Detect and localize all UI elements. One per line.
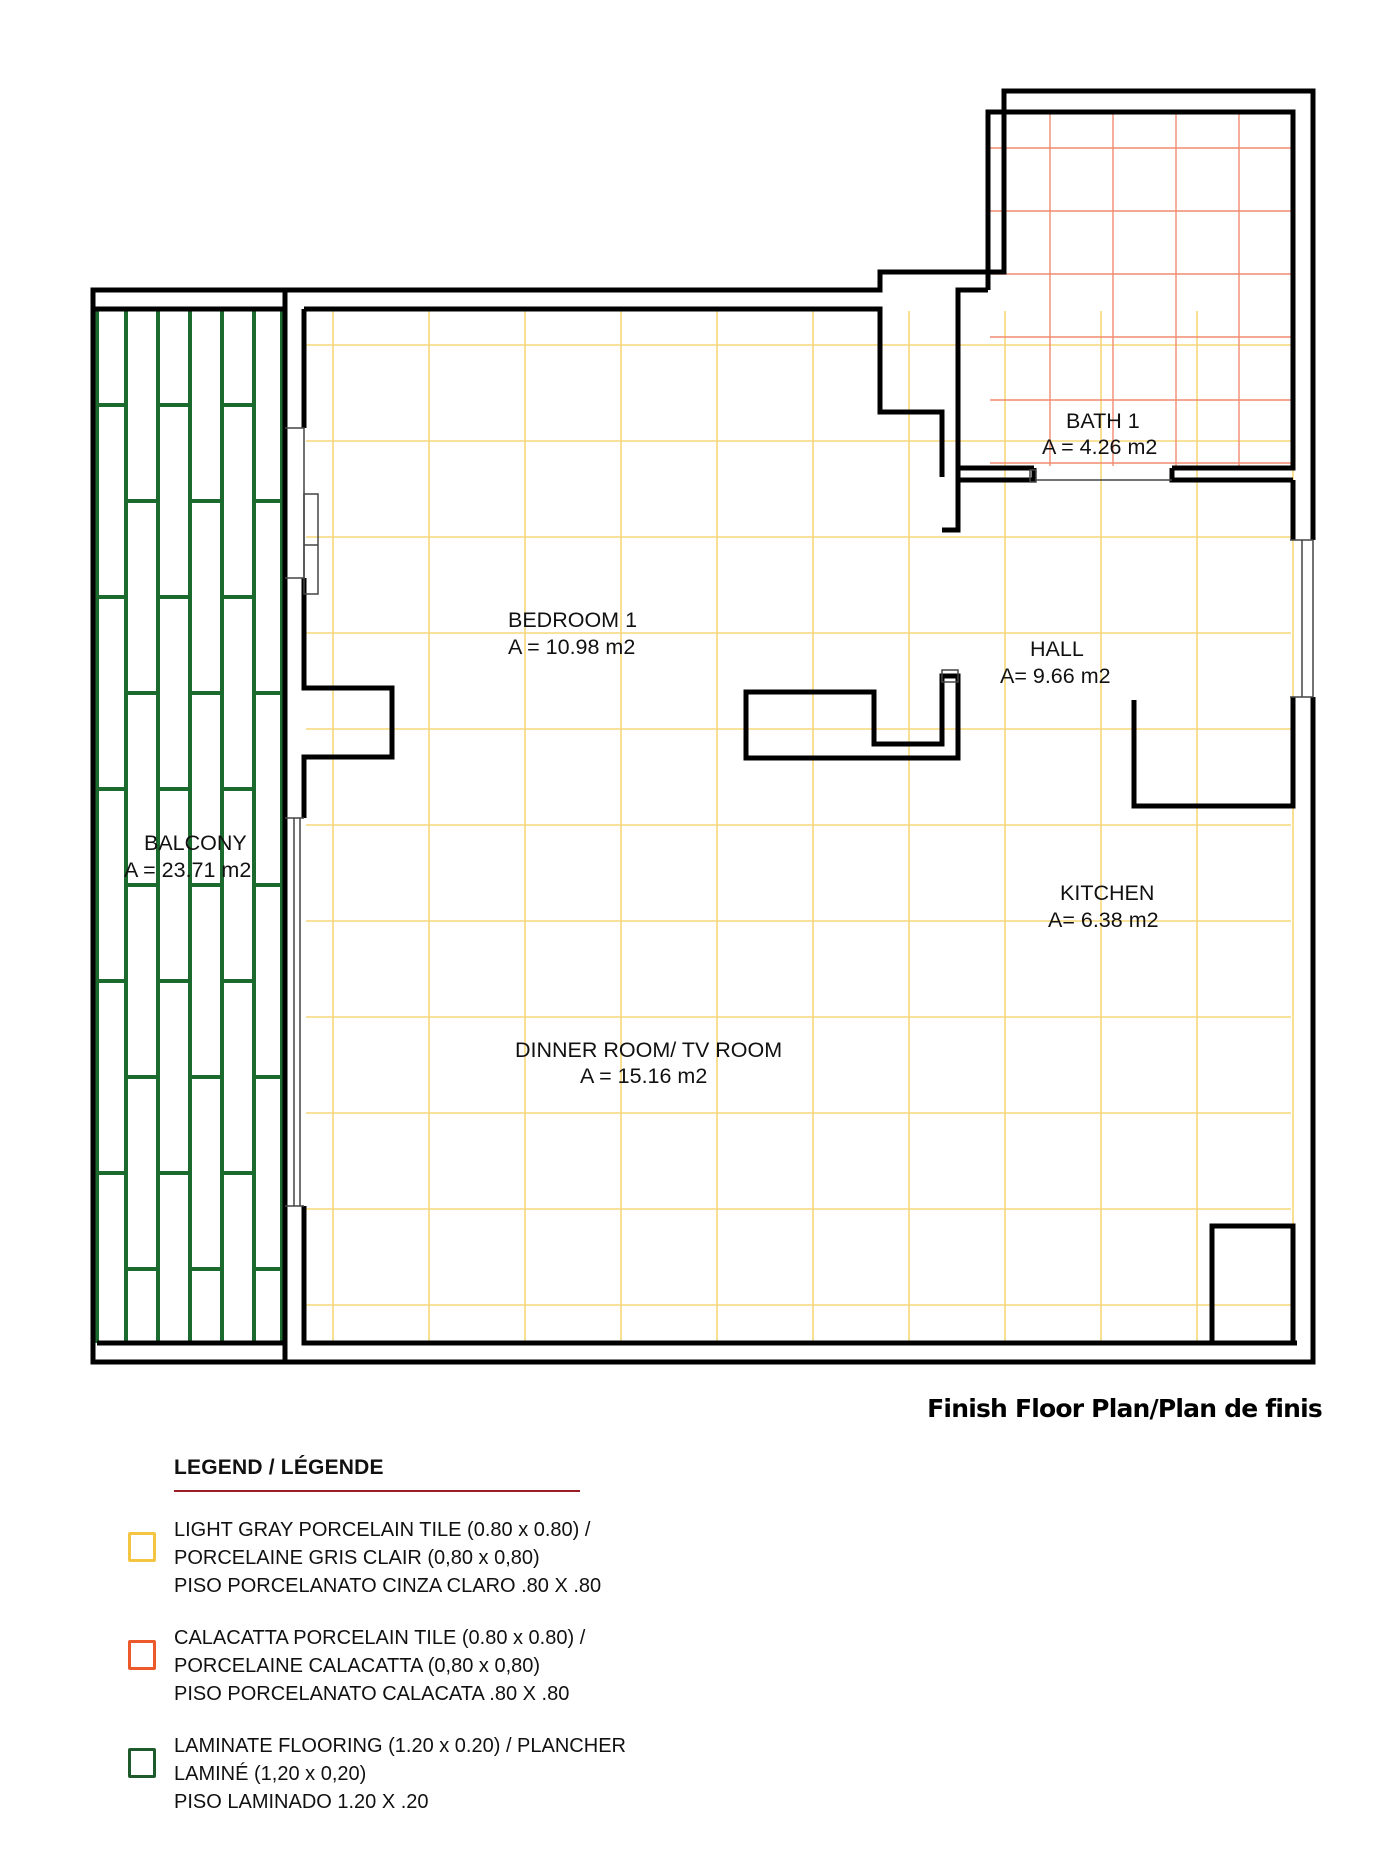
legend-line: CALACATTA PORCELAIN TILE (0.80 x 0.80) /: [174, 1627, 586, 1649]
legend-line: PISO PORCELANATO CINZA CLARO .80 X .80: [174, 1575, 602, 1597]
bedroom-area: A = 10.98 m2: [508, 635, 636, 659]
laminate-flooring: [97, 309, 282, 1343]
central-partition: [746, 676, 958, 758]
balcony-area: A = 23.71 m2: [124, 858, 252, 882]
kitchen-appliance: [1212, 1226, 1293, 1343]
legend-line: PORCELAINE CALACATTA (0,80 x 0,80): [174, 1655, 541, 1677]
bath-name: BATH 1: [1066, 409, 1140, 433]
legend-title: LEGEND / LÉGENDE: [174, 1456, 384, 1479]
legend-line: PORCELAINE GRIS CLAIR (0,80 x 0,80): [174, 1547, 540, 1569]
bath-area: A = 4.26 m2: [1042, 435, 1158, 459]
plan-caption: Finish Floor Plan/Plan de finis: [927, 1394, 1322, 1423]
legend-line: LAMINÉ (1,20 x 0,20): [174, 1763, 367, 1785]
dinner-room-area: A = 15.16 m2: [580, 1064, 708, 1088]
kitchen-area: A= 6.38 m2: [1048, 908, 1159, 932]
light-gray-tile-grid: [306, 311, 1293, 1341]
kitchen-name: KITCHEN: [1060, 881, 1155, 905]
balcony-name: BALCONY: [144, 831, 247, 855]
openings: [285, 428, 1313, 1206]
hall-area: A= 9.66 m2: [1000, 664, 1111, 688]
walls: [93, 91, 1313, 1362]
legend-line: LIGHT GRAY PORCELAIN TILE (0.80 x 0.80) /: [174, 1519, 591, 1541]
legend-swatch-red: [128, 1640, 156, 1670]
inner-wall: [304, 112, 1297, 1343]
calacatta-tile-grid: [990, 114, 1291, 466]
legend-divider: [174, 1490, 580, 1492]
legend-line: PISO PORCELANATO CALACATA .80 X .80: [174, 1683, 570, 1705]
bedroom-name: BEDROOM 1: [508, 608, 638, 632]
outer-wall: [285, 91, 1313, 1362]
legend-line: PISO LAMINADO 1.20 X .20: [174, 1791, 429, 1813]
legend-swatch-green: [128, 1748, 156, 1778]
legend-swatch-yellow: [128, 1532, 156, 1562]
legend-line: LAMINATE FLOORING (1.20 x 0.20) / PLANCHER: [174, 1735, 626, 1757]
legend: [122, 1456, 842, 1813]
room-labels: [124, 409, 1159, 1088]
hall-name: HALL: [1030, 637, 1084, 661]
dinner-room-name: DINNER ROOM/ TV ROOM: [515, 1038, 783, 1062]
window-left: [285, 428, 304, 1206]
